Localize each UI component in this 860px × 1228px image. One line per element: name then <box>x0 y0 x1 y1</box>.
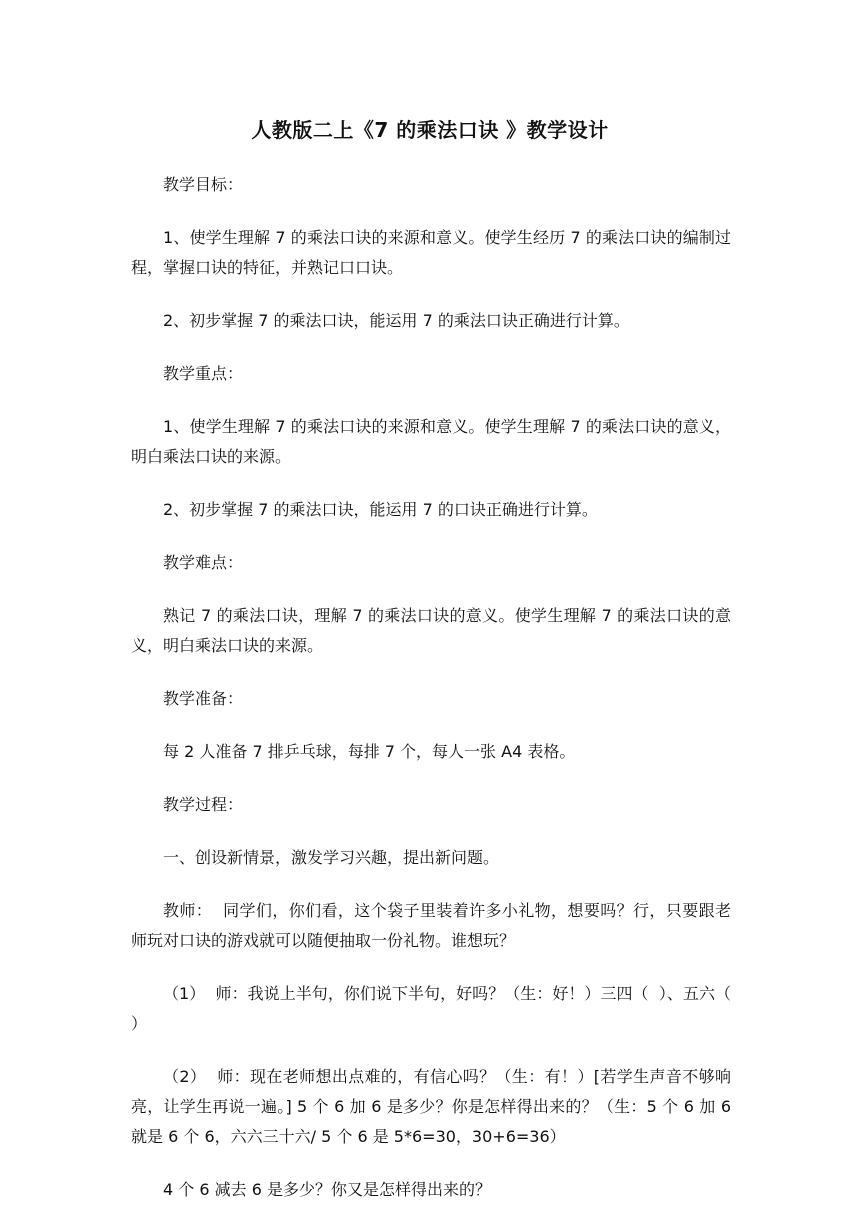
document-body <box>131 170 742 1228</box>
paragraph-objective-1: 1、使学生理解 7 的乘法口诀的来源和意义。使学生经历 7 的乘法口诀的编制过程，掌握口诀的特征，并熟记口口诀。 <box>131 228 731 277</box>
paragraph-question: 4 个 6 减去 6 是多少？你又是怎样得出来的？ <box>163 1180 491 1199</box>
document-title: 人教版二上《7 的乘法口诀 》教学设计 <box>251 118 609 142</box>
section-heading-objectives: 教学目标： <box>163 175 244 194</box>
paragraph-step-1: 一、创设新情景，激发学习兴趣，提出新问题。 <box>163 848 500 867</box>
section-heading-difficulties: 教学难点： <box>163 553 244 572</box>
paragraph-key-point-2: 2、初步掌握 7 的乘法口诀，能运用 7 的口诀正确进行计算。 <box>163 500 598 519</box>
paragraph-teacher-intro: 教师： 同学们，你们看，这个袋子里装着许多小礼物，想要吗？行，只要跟老师玩对口诀的游戏就可以随便抽取一份礼物。谁想玩？ <box>131 901 731 950</box>
paragraph-objective-2: 2、初步掌握 7 的乘法口诀，能运用 7 的乘法口诀正确进行计算。 <box>163 311 630 330</box>
paragraph-difficulty: 熟记 7 的乘法口诀，理解 7 的乘法口诀的意义。使学生理解 7 的乘法口诀的意义，明白乘法口诀的来源。 <box>131 606 731 655</box>
paragraph-activity-1: （1） 师：我说上半句，你们说下半句，好吗？（生：好！）三四（ ）、五六（ ） <box>131 984 742 1033</box>
section-heading-preparation: 教学准备： <box>163 689 244 708</box>
section-heading-process: 教学过程： <box>163 795 244 814</box>
paragraph-activity-2: （2） 师：现在老师想出点难的，有信心吗？（生：有！）[若学生声音不够响亮，让学生再说一遍。] 5 个 6 加 6 是多少？你是怎样得出来的？（生：5 个 6 加 6 就是 6 个 6，六六三十六/ 5 个 6 是 5*6=30，30+6=36） <box>131 1067 737 1146</box>
paragraph-key-point-1: 1、使学生理解 7 的乘法口诀的来源和意义。使学生理解 7 的乘法口诀的意义，明白乘法口诀的来源。 <box>131 417 731 466</box>
section-heading-key-points: 教学重点： <box>163 364 244 383</box>
paragraph-preparation: 每 2 人准备 7 排乒乓球，每排 7 个，每人一张 A4 表格。 <box>163 742 576 761</box>
